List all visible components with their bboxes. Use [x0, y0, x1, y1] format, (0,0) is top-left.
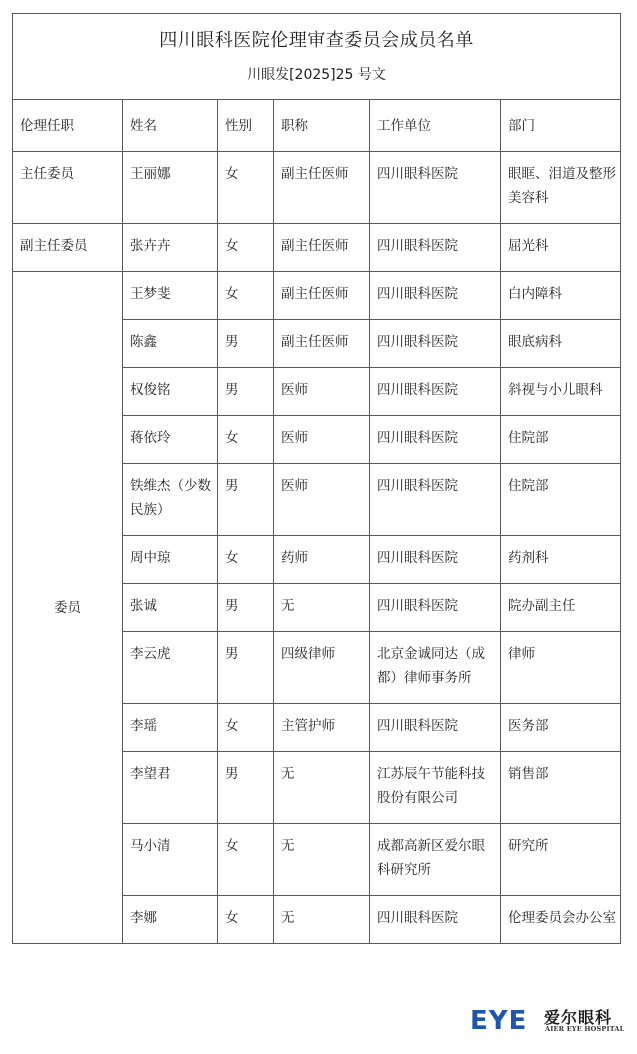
title-cell: 副主任医师 — [274, 272, 370, 320]
name-cell: 李云虎 — [123, 632, 218, 704]
logo-mark-text: EYE — [470, 1006, 528, 1032]
unit-cell: 成都高新区爱尔眼科研究所 — [370, 824, 501, 896]
name-cell: 张诚 — [123, 584, 218, 632]
dept-cell: 住院部 — [501, 416, 621, 464]
name-cell: 王梦斐 — [123, 272, 218, 320]
dept-cell: 律师 — [501, 632, 621, 704]
title-cell: 无 — [274, 824, 370, 896]
column-header: 性别 — [218, 100, 274, 152]
name-cell: 权俊铭 — [123, 368, 218, 416]
dept-cell: 眼眶、泪道及整形美容科 — [501, 152, 621, 224]
column-header: 伦理任职 — [13, 100, 123, 152]
title-cell: 四级律师 — [274, 632, 370, 704]
gender-cell: 女 — [218, 272, 274, 320]
name-cell: 王丽娜 — [123, 152, 218, 224]
name-cell: 张卉卉 — [123, 224, 218, 272]
gender-cell: 女 — [218, 896, 274, 944]
page-title: 四川眼科医院伦理审查委员会成员名单 — [159, 30, 474, 51]
gender-cell: 女 — [218, 152, 274, 224]
title-cell: 无 — [274, 896, 370, 944]
dept-cell: 住院部 — [501, 464, 621, 536]
document-number: 川眼发[2025]25 号文 — [247, 67, 386, 83]
unit-cell: 四川眼科医院 — [370, 152, 501, 224]
unit-cell: 四川眼科医院 — [370, 584, 501, 632]
title-cell: 主管护师 — [274, 704, 370, 752]
column-header: 职称 — [274, 100, 370, 152]
gender-cell: 女 — [218, 416, 274, 464]
title-cell — [13, 14, 621, 100]
title-cell: 医师 — [274, 368, 370, 416]
title-cell: 副主任医师 — [274, 320, 370, 368]
title-cell: 无 — [274, 584, 370, 632]
dept-cell: 眼底病科 — [501, 320, 621, 368]
dept-cell: 销售部 — [501, 752, 621, 824]
title-cell: 无 — [274, 752, 370, 824]
column-header: 姓名 — [123, 100, 218, 152]
unit-cell: 四川眼科医院 — [370, 320, 501, 368]
dept-cell: 斜视与小儿眼科 — [501, 368, 621, 416]
unit-cell: 四川眼科医院 — [370, 272, 501, 320]
unit-cell: 江苏辰午节能科技股份有限公司 — [370, 752, 501, 824]
member-table — [12, 13, 621, 944]
role-cell: 主任委员 — [13, 152, 123, 224]
dept-cell: 伦理委员会办公室 — [501, 896, 621, 944]
title-cell: 副主任医师 — [274, 224, 370, 272]
name-cell: 周中琼 — [123, 536, 218, 584]
column-header: 工作单位 — [370, 100, 501, 152]
name-cell: 李瑶 — [123, 704, 218, 752]
gender-cell: 男 — [218, 584, 274, 632]
title-cell: 副主任医师 — [274, 152, 370, 224]
name-cell: 蒋依玲 — [123, 416, 218, 464]
table-row — [13, 152, 621, 224]
name-cell: 李娜 — [123, 896, 218, 944]
dept-cell: 医务部 — [501, 704, 621, 752]
gender-cell: 男 — [218, 464, 274, 536]
dept-cell: 研究所 — [501, 824, 621, 896]
unit-cell: 四川眼科医院 — [370, 368, 501, 416]
logo-chinese-name: 爱尔眼科 — [544, 1008, 613, 1027]
name-cell: 陈鑫 — [123, 320, 218, 368]
gender-cell: 男 — [218, 632, 274, 704]
gender-cell: 女 — [218, 704, 274, 752]
name-cell: 马小清 — [123, 824, 218, 896]
unit-cell: 四川眼科医院 — [370, 704, 501, 752]
unit-cell: 四川眼科医院 — [370, 464, 501, 536]
column-header: 部门 — [501, 100, 621, 152]
dept-cell: 院办副主任 — [501, 584, 621, 632]
header-row — [13, 100, 621, 152]
dept-cell: 屈光科 — [501, 224, 621, 272]
gender-cell: 男 — [218, 752, 274, 824]
eye-logo-mark — [470, 1006, 540, 1032]
gender-cell: 男 — [218, 368, 274, 416]
unit-cell: 四川眼科医院 — [370, 536, 501, 584]
role-cell: 副主任委员 — [13, 224, 123, 272]
title-cell: 药师 — [274, 536, 370, 584]
gender-cell: 女 — [218, 536, 274, 584]
unit-cell: 四川眼科医院 — [370, 224, 501, 272]
table-row — [13, 224, 621, 272]
unit-cell: 北京金诚同达（成都）律师事务所 — [370, 632, 501, 704]
dept-cell: 白内障科 — [501, 272, 621, 320]
dept-cell: 药剂科 — [501, 536, 621, 584]
unit-cell: 四川眼科医院 — [370, 896, 501, 944]
aier-logo — [470, 1006, 625, 1036]
name-cell: 李望君 — [123, 752, 218, 824]
role-cell: 委员 — [13, 272, 123, 944]
logo-english-name: AIER EYE HOSPITAL — [545, 1025, 625, 1033]
gender-cell: 女 — [218, 824, 274, 896]
title-cell: 医师 — [274, 464, 370, 536]
gender-cell: 男 — [218, 320, 274, 368]
gender-cell: 女 — [218, 224, 274, 272]
name-cell: 铁维杰（少数民族） — [123, 464, 218, 536]
table-row — [13, 272, 621, 320]
unit-cell: 四川眼科医院 — [370, 416, 501, 464]
title-cell: 医师 — [274, 416, 370, 464]
